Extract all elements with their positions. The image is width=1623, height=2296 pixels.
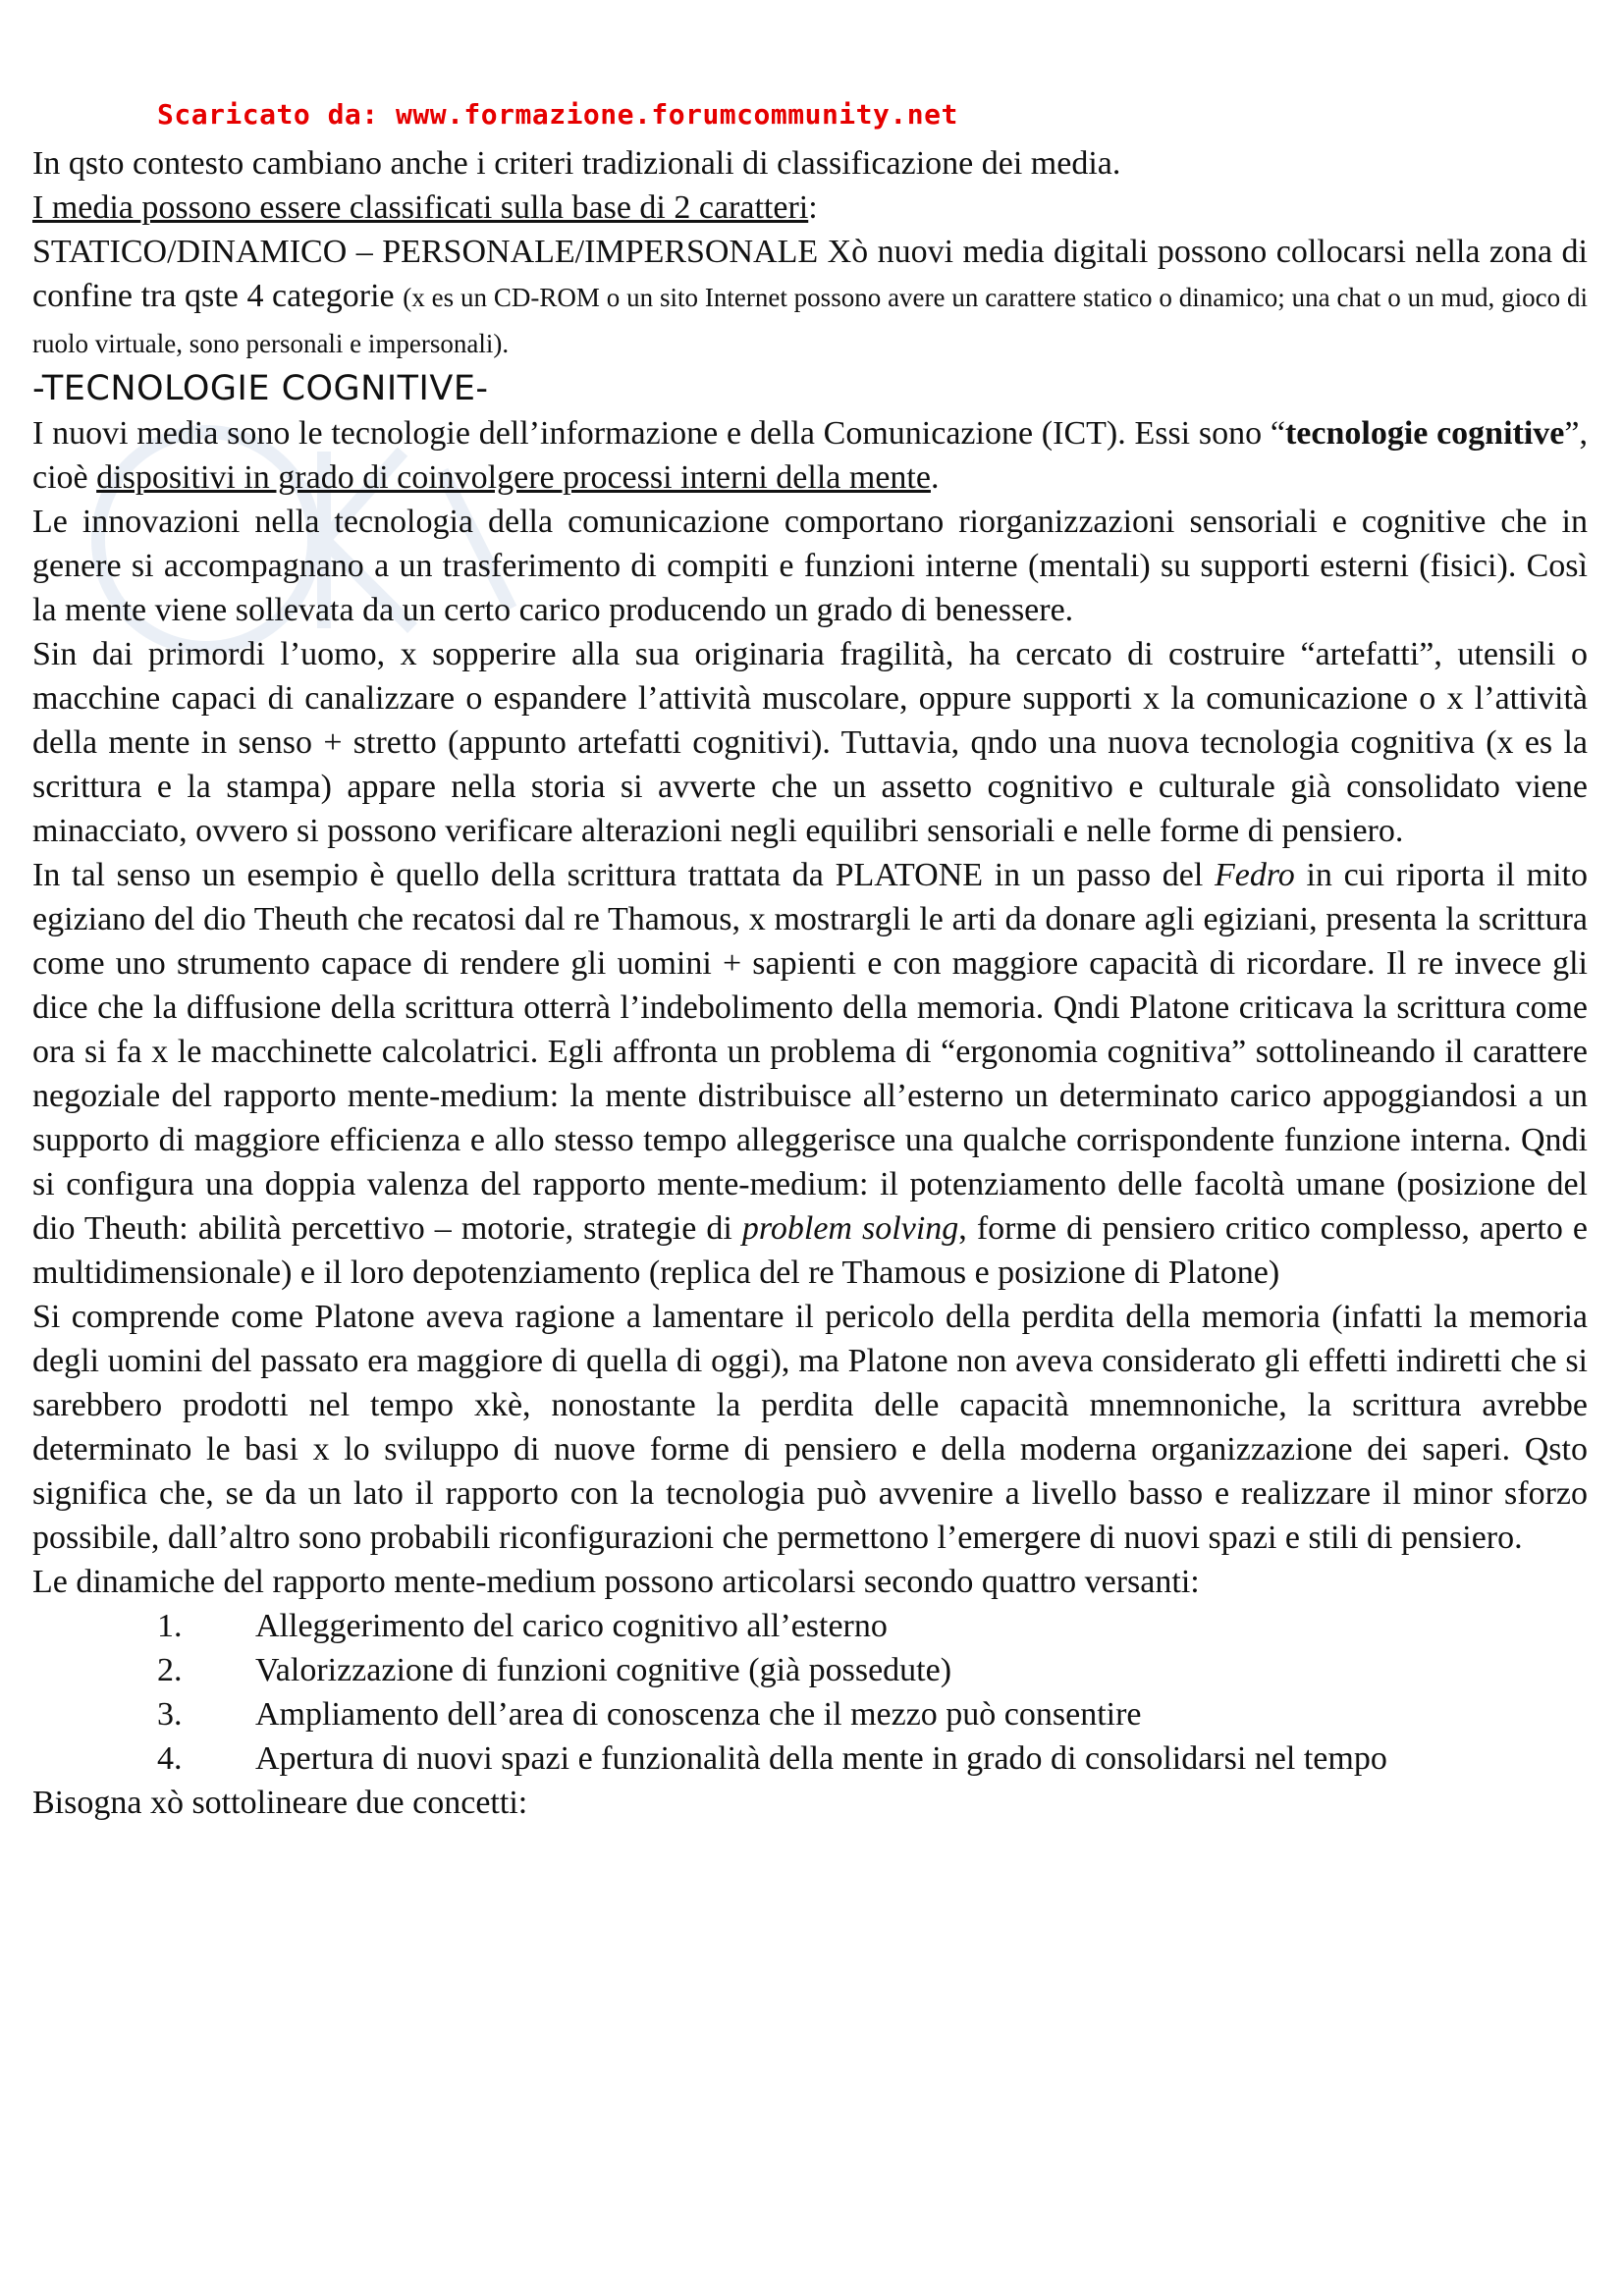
title-fedro: Fedro [1214, 857, 1295, 893]
term-cognitive-technologies: tecnologie cognitive [1284, 415, 1565, 452]
paragraph-ict: I nuovi media sono le tecnologie dell’informazione e della Comunicazione (ICT). Essi sono “tecnologie cognitive”, cioè dispositivi in grado di coinvolgere processi interni della mente. [32, 415, 1588, 496]
section-heading: -TECNOLOGIE COGNITIVE- [32, 369, 489, 408]
list-item: 2. Valorizzazione di funzioni cognitive (già possedute) [157, 1652, 952, 1688]
list-item: 3. Ampliamento dell’area di conoscenza che il mezzo può consentire [157, 1696, 1142, 1733]
list-item: 4. Apertura di nuovi spazi e funzionalità della mente in grado di consolidarsi nel tempo [157, 1740, 1387, 1777]
paragraph-memory: Si comprende come Platone aveva ragione a lamentare il pericolo della perdita della memoria (infatti la memoria degli uomini del passato era maggiore di quella di oggi), ma Platone non aveva considerato gli effetti indiretti che si sarebbero prodotti nel tempo xkè, nonostante la perdita delle capacità mnemnoniche, la scrittura avrebbe determinato le basi x lo sviluppo di nuove forme di pensiero e della moderna organizzazione dei saperi. Qsto significa che, se da un lato il rapporto con la tecnologia può avvenire a livello basso e realizzare il minor sforzo possibile, dall’altro sono probabili riconfigurazioni che permettono l’emergere di nuovi spazi e stili di pensiero. [32, 1299, 1588, 1556]
example-note: (x es un CD-ROM o un sito Internet possono avere un carattere statico o dinamico; una chat o un mud, gioco di ruolo virtuale, sono personali e impersonali). [32, 283, 1589, 358]
paragraph-classification: I media possono essere classificati sulla base di 2 caratteri: [32, 189, 818, 226]
paragraph-intro: In qsto contesto cambiano anche i criteri tradizionali di classificazione dei media. [32, 145, 1121, 182]
paragraph-closing: Bisogna xò sottolineare due concetti: [32, 1785, 528, 1821]
classification-underlined: I media possono essere classificati sulla base di 2 caratteri [32, 189, 809, 226]
document-body [32, 141, 1588, 1825]
versanti-list [32, 1604, 1588, 1781]
definition-underlined: dispositivi in grado di coinvolgere processi interni della mente [96, 459, 931, 496]
paragraph-platone: In tal senso un esempio è quello della scrittura trattata da PLATONE in un passo del Fedro in cui riporta il mito egiziano del dio Theuth che recatosi dal re Thamous, x mostrargli le arti da donare agli egiziani, presenta la scrittura come uno strumento capace di rendere gli uomini + sapienti e con maggiore capacità di ricordare. Il re invece gli dice che la diffusione della scrittura otterrà l’indebolimento della memoria. Qndi Platone criticava la scrittura come ora si fa x le macchinette calcolatrici. Egli affronta un problema di “ergonomia cognitiva” sottolineando il carattere negoziale del rapporto mente-medium: la mente distribuisce all’esterno un determinato carico appoggiandosi a un supporto di maggiore efficienza e allo stesso tempo alleggerisce una qualche corrispondente funzione interna. Qndi si configura una doppia valenza del rapporto mente-medium: il potenziamento delle facoltà umane (posizione del dio Theuth: abilità percettivo – motorie, strategie di problem solving, forme di pensiero critico complesso, aperto e multidimensionale) e il loro depotenziamento (replica del re Thamous e posizione di Platone) [32, 857, 1589, 1291]
source-header: Scaricato da: www.formazione.forumcommunity.net [157, 98, 958, 131]
list-item: 1. Alleggerimento del carico cognitivo all’esterno [157, 1608, 888, 1644]
paragraph-dynamics: Le dinamiche del rapporto mente-medium possono articolarsi secondo quattro versanti: [32, 1564, 1200, 1600]
term-problem-solving: problem solving [741, 1210, 959, 1247]
paragraph-innovations: Le innovazioni nella tecnologia della comunicazione comportano riorganizzazioni sensoriali e cognitive che in genere si accompagnano a un trasferimento di compiti e funzioni interne (mentali) su supporti esterni (fisici). Così la mente viene sollevata da un certo carico producendo un grado di benessere. [32, 504, 1588, 628]
paragraph-static-dynamic: STATICO/DINAMICO – PERSONALE/IMPERSONALE Xò nuovi media digitali possono collocarsi nella zona di confine tra qste 4 categorie (x es un CD-ROM o un sito Internet possono avere un carattere statico o dinamico; una chat o un mud, gioco di ruolo virtuale, sono personali e impersonali). [32, 234, 1589, 358]
paragraph-artifacts: Sin dai primordi l’uomo, x sopperire alla sua originaria fragilità, ha cercato di costruire “artefatti”, utensili o macchine capaci di canalizzare o espandere l’attività muscolare, oppure supporti x la comunicazione o x l’attività della mente in senso + stretto (appunto artefatti cognitivi). Tuttavia, qndo una nuova tecnologia cognitiva (x es la scrittura e la stampa) appare nella storia si avverte che un assetto cognitivo e culturale già consolidato viene minacciato, ovvero si possono verificare alterazioni negli equilibri sensoriali e nelle forme di pensiero. [32, 636, 1588, 849]
